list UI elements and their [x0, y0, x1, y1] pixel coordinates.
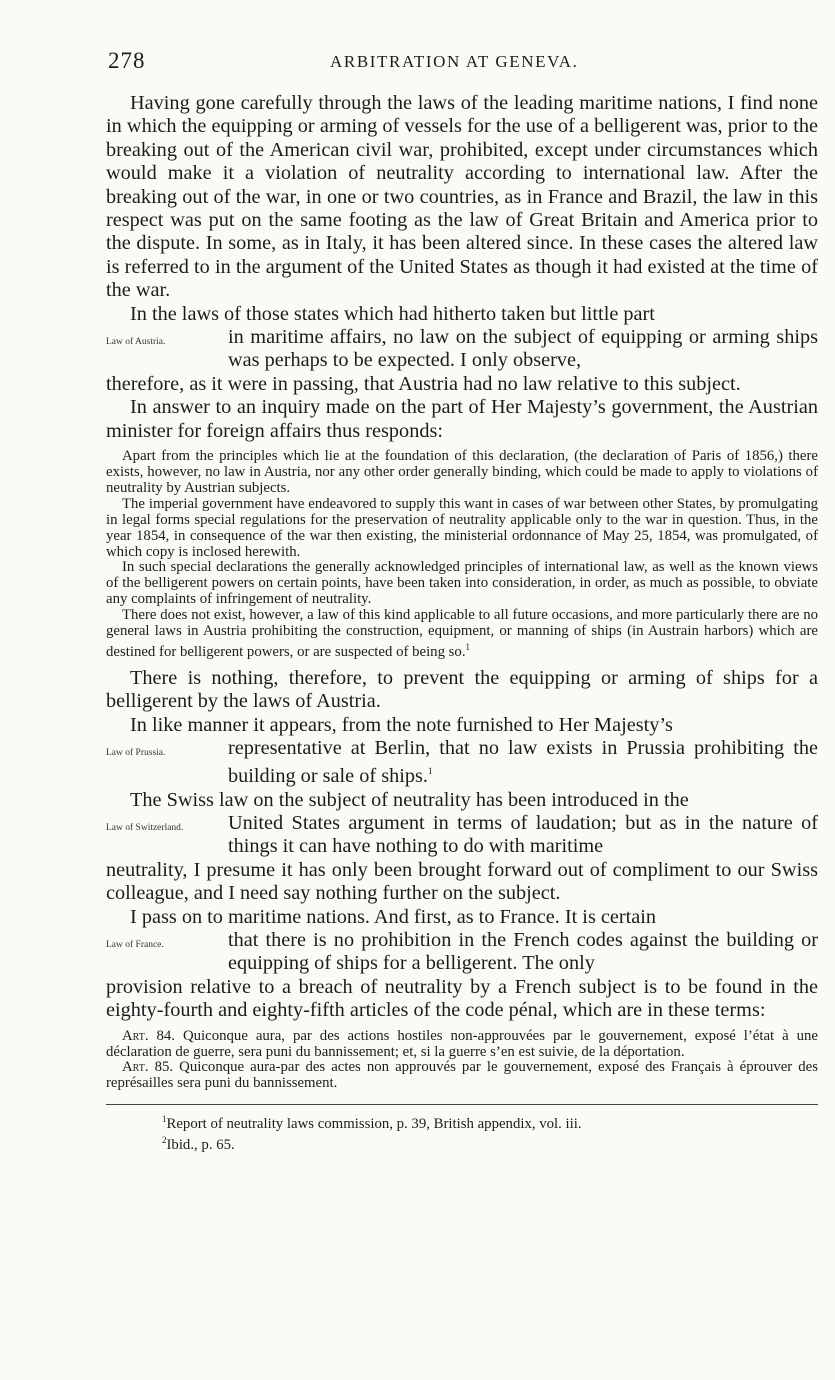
- paragraph-switzerland-first: The Swiss law on the subject of neutrality has been introduced in the: [130, 788, 689, 811]
- footnote-marker: 1: [427, 766, 433, 777]
- prussia-text: representative at Berlin, that no law exists in Prussia prohibiting the building or sale of ships.: [228, 737, 818, 788]
- paragraph-austria-hang: in maritime affairs, no law on the subject of equipping or arming ships was perhaps to be expected. I only observe,: [228, 326, 818, 372]
- footnote-mark: 1: [162, 1114, 167, 1125]
- margin-note-austria: Law of Austria.: [106, 336, 166, 347]
- paragraph-maritime-laws: Having gone carefully through the laws of the leading maritime nations, I find none in which the equipping or arming of vessels for the use of a belligerent was, prior to the breaking out of the American civil war, prohibited, except under circumstances which would make it a violation of neutrality according to international law. After the breaking out of the war, in one or two countries, as in France and Brazil, the law in this respect was put on the same footing as the law of Great Britain and America prior to the dispute. In some, as in Italy, it has been altered since. In these cases the altered law is referred to in the argument of the United States as though it had existed at the time of the war.: [106, 92, 818, 302]
- article-label: Art. 85.: [122, 1059, 174, 1076]
- footnote: [106, 1111, 818, 1132]
- paragraph-switzerland-hang: United States argument in terms of laudation; but as in the nature of things it can have nothing to do with maritime: [228, 812, 818, 858]
- paragraph-prussia-block: [106, 714, 818, 789]
- running-head: ARBITRATION AT GENEVA.: [330, 52, 579, 71]
- footnotes: [106, 1111, 818, 1153]
- paragraph-prussia-hang: [106, 737, 818, 789]
- quote-paragraph: Apart from the principles which lie at the foundation of this declaration, (the declaration of Paris of 1856,) there exists, however, no law in Austria, nor any other order generally binding, which could be made to apply to violations of neutrality by Austrian subjects.: [106, 448, 818, 496]
- quote-paragraph: [106, 608, 818, 661]
- margin-note-switzerland: Law of Switzerland.: [106, 822, 184, 833]
- article-85: [106, 1060, 818, 1092]
- article-84: [106, 1029, 818, 1061]
- footnote-marker: 1: [465, 641, 471, 652]
- footnote-text: Ibid., p. 65.: [166, 1137, 235, 1154]
- quote-code-penal: [106, 1029, 818, 1093]
- article-text: Quiconque aura, par des actions hostiles non-approuvées par le gouvernement, exposé l’état à une déclaration de guerre, sera puni du bannissement; et, si la guerre s’en est suivie, de la déportation.: [106, 1027, 818, 1060]
- footnote-divider: [106, 1104, 818, 1105]
- footnote-text: Report of neutrality laws commission, p. 39, British appendix, vol. iii.: [166, 1116, 582, 1133]
- quote-paragraph: In such special declarations the generally acknowledged principles of international law, as well as the known views of the belligerent powers on certain points, have been taken into consideration, in order, as much as possible, to obviate any complaints of infringement of neutrality.: [106, 559, 818, 608]
- page-header: [108, 48, 818, 76]
- quote-text: There does not exist, however, a law of this kind applicable to all future occasions, and more particularly there are no general laws in Austria prohibiting the construction, equipment, or manning of ships (in Austrain harbors) which are destined for belligerent powers, or are suspected of being so.: [106, 607, 818, 660]
- paragraph-austria-first: In the laws of those states which had hitherto taken but little part: [130, 302, 655, 325]
- article-label: Art. 84.: [122, 1027, 176, 1044]
- paragraph-france-block: [106, 906, 818, 1023]
- paragraph-inquiry: In answer to an inquiry made on the part of Her Majesty’s government, the Austrian minister for foreign affairs thus responds:: [106, 396, 818, 442]
- paragraph-austria-rest: therefore, as it were in passing, that Austria had no law relative to this subject.: [106, 372, 741, 395]
- page-number: 278: [108, 48, 146, 73]
- margin-note-france: Law of France.: [106, 939, 164, 950]
- paragraph-austria-block: [106, 303, 818, 397]
- paragraph-switzerland-rest: neutrality, I presume it has only been brought forward out of compliment to our Swiss colleague, and I need say nothing further on the subject.: [106, 858, 818, 905]
- paragraph-france-hang: that there is no prohibition in the French codes against the building or equipping of ships for a belligerent. The only: [228, 929, 818, 975]
- article-text: Quiconque aura-par des actes non approuvés par le gouvernement, exposé des Français à éprouver des représailles sera puni du bannissement.: [106, 1059, 818, 1092]
- margin-note-prussia: Law of Prussia.: [106, 747, 166, 758]
- quote-austrian-minister: [106, 449, 818, 661]
- page-body: [106, 92, 818, 1153]
- paragraph-france-first: I pass on to maritime nations. And first, as to France. It is certain: [130, 905, 657, 928]
- footnote: [106, 1132, 818, 1153]
- footnote-mark: 2: [162, 1135, 167, 1146]
- paragraph-france-rest: provision relative to a breach of neutrality by a French subject is to be found in the eighty-fourth and eighty-fifth articles of the code pénal, which are in these terms:: [106, 975, 818, 1022]
- quote-paragraph: The imperial government have endeavored to supply this want in cases of war between other States, by promulgating in legal forms special regulations for the preservation of neutrality applicable only to the war in question. Thus, in the year 1854, in consequence of the war then existing, the ministerial ordonnance of May 25, 1854, was promulgated, of which copy is inclosed herewith.: [106, 495, 818, 560]
- paragraph-nothing-to-prevent: There is nothing, therefore, to prevent the equipping or arming of ships for a belligerent by the laws of Austria.: [106, 666, 818, 713]
- paragraph-switzerland-block: [106, 789, 818, 906]
- paragraph-prussia-first: In like manner it appears, from the note furnished to Her Majesty’s: [130, 713, 673, 736]
